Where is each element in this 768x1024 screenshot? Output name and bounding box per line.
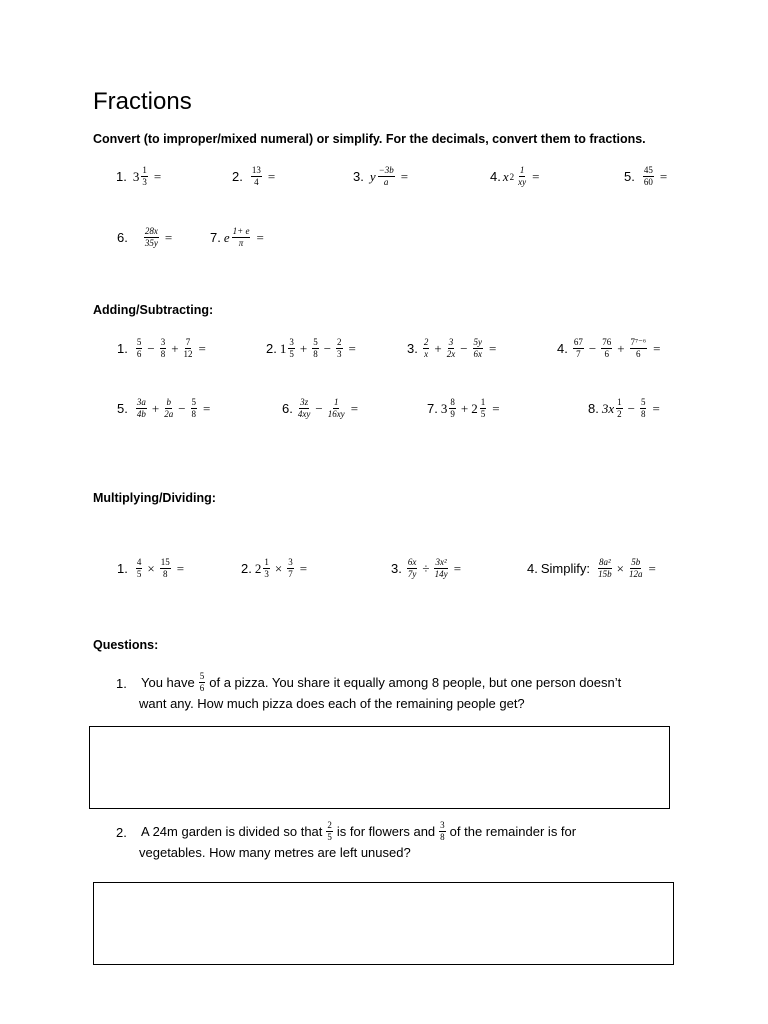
question-2-number: 2. [116,825,127,840]
adding-problem-7: 7. 3 $\frac{8}{9}$ + 2 $\frac{1}{5}$ = [427,397,500,419]
answer-box-2[interactable] [93,882,674,965]
adding-problem-5: 5. $\frac{3a}{4b}$ + $\frac{b}{2a}$ − $\frac{5}{8}$ = [117,397,211,419]
adding-problem-6: 6. $\frac{3z}{4xy}$ − $\frac{1}{16xy}$ = [282,397,359,419]
multiplying-problem-2: 2. 2 $\frac{1}{3}$ × $\frac{3}{7}$ = [241,557,308,579]
adding-heading: Adding/Subtracting: [93,303,214,317]
adding-problem-2: 2. 1 $\frac{3}{5}$ + $\frac{5}{8}$ − $\frac{2}{3}$ = [266,337,356,359]
multiplying-heading: Multiplying/Dividing: [93,491,216,505]
answer-box-1[interactable] [89,726,670,809]
question-2-text: A 24m garden is divided so that $\frac{2}{5}$ is for flowers and $\frac{3}{8}$ of the remainder is for vegetables. How many metres are left unused? [139,820,577,860]
instruction-text: Convert (to improper/mixed numeral) or simplify. For the decimals, convert them to fractions. [93,132,646,146]
adding-problem-8: 8. 3x $\frac{1}{2}$ − $\frac{5}{8}$ = [588,397,660,419]
question-1-number: 1. [116,676,127,691]
page-title: Fractions [93,88,192,115]
adding-problem-4: 4. $\frac{67}{7}$ − $\frac{76}{6}$ + $\frac{\text{7⁷⁻⁶}}{6}$ = [557,337,661,359]
convert-problem-7: 7. e $\frac{1+ e}{\pi}$ = [210,226,264,248]
convert-problem-4: 4. x 2 $\frac{1}{xy}$ = [490,165,540,187]
adding-problem-1: 1. $\frac{5}{6}$ − $\frac{3}{8}$ + $\frac{7}{12}$ = [117,337,206,359]
multiplying-problem-4: 4. Simplify: $\frac{\text{8a²}}{15b}$ × $\frac{5b}{12a}$ = [527,557,656,579]
adding-problem-3: 3. $\frac{2}{x}$ + $\frac{3}{2x}$ − $\frac{5y}{6x}$ = [407,337,497,359]
question-1-text: You have $\frac{5}{6}$ of a pizza. You share it equally among 8 people, but one person doesn’t want any. How much pizza does each of the remaining people get? [139,671,622,711]
convert-problem-3: 3. y $\frac{-3b}{a}$ = [353,165,409,187]
multiplying-problem-3: 3. $\frac{6x}{7y}$ ÷ $\frac{\text{3x²}}{14y}$ = [391,557,462,579]
convert-problem-1: 1. 3 $\frac{1}{3}$ = [116,165,162,187]
multiplying-problem-1: 1. $\frac{4}{5}$ × $\frac{15}{8}$ = [117,557,185,579]
convert-problem-6: 6. $\frac{28x}{35y}$ = [117,226,173,248]
questions-heading: Questions: [93,638,159,652]
convert-problem-2: 2. $\frac{13}{4}$ = [232,165,276,187]
convert-problem-5: 5. $\frac{45}{60}$ = [624,165,668,187]
